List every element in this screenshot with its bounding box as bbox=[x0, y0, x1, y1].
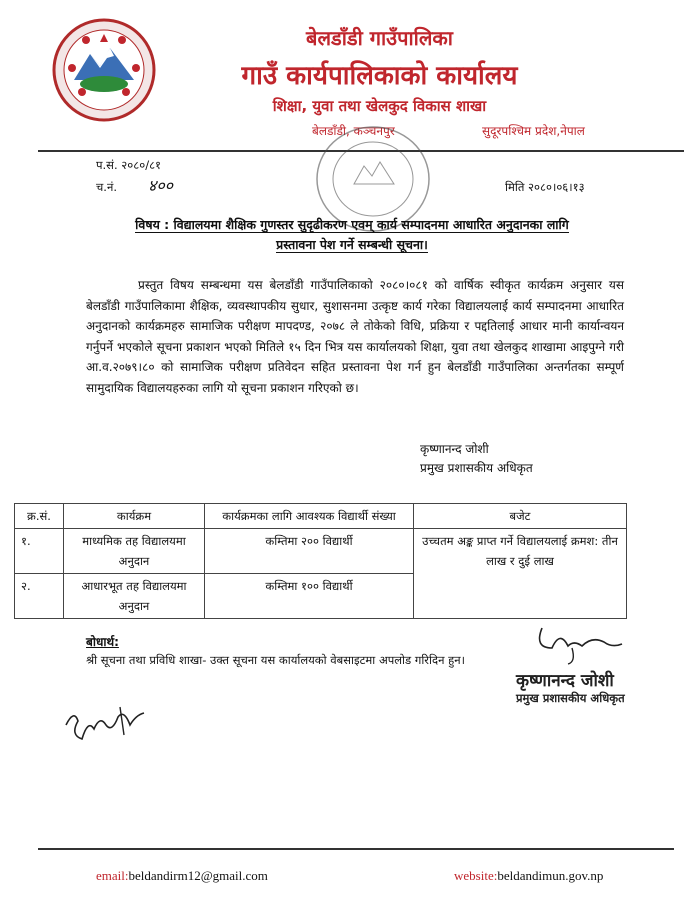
cell-program: आधारभूत तह विद्यालयमा अनुदान bbox=[64, 574, 205, 619]
website-value: beldandimun.gov.np bbox=[497, 868, 604, 883]
stamp-name: कृष्णानन्द जोशी bbox=[516, 671, 614, 691]
cell-students: कम्तिमा २०० विद्यार्थी bbox=[205, 529, 414, 574]
email-label: email: bbox=[96, 868, 129, 883]
subject-line-1: विषय : विद्यालयमा शैक्षिक गुणस्तर सुदृढीकरण एवम् कार्य सम्पादनमा आधारित अनुदानका लागि bbox=[135, 217, 569, 232]
branch-name: शिक्षा, युवा तथा खेलकुद विकास शाखा bbox=[272, 97, 487, 115]
cell-budget: उच्चतम अङ्क प्राप्त गर्ने विद्यालयलाई क्रमश: तीन लाख र दुई लाख bbox=[414, 529, 627, 619]
municipality-name: बेलडाँडी गाउँपालिका bbox=[306, 26, 453, 50]
program-table bbox=[14, 503, 627, 619]
cell-students: कम्तिमा १०० विद्यार्थी bbox=[205, 574, 414, 619]
cell-sn: १. bbox=[15, 529, 64, 574]
subject-line-2: प्रस्तावना पेश गर्ने सम्बन्धी सूचना। bbox=[276, 237, 428, 252]
signatory-block bbox=[420, 440, 533, 478]
handwritten-initial-icon bbox=[60, 695, 160, 755]
cc-text: श्री सूचना तथा प्रविधि शाखा- उक्त सूचना यस कार्यालयको वेबसाइटमा अपलोड गरिदिन हुन। bbox=[86, 653, 465, 667]
footer-website bbox=[454, 868, 603, 884]
date: मिति २०८०।०६।१३ bbox=[505, 180, 585, 194]
table-header-row bbox=[15, 504, 627, 529]
address-right: सुदूरपश्चिम प्रदेश,नेपाल bbox=[482, 124, 585, 138]
signature-icon bbox=[512, 618, 662, 668]
col-header-budget: बजेट bbox=[414, 504, 627, 529]
signature-stamp bbox=[512, 618, 662, 718]
cc-heading: बोधार्थ: bbox=[86, 635, 119, 649]
col-header-sn: क्र.सं. bbox=[15, 504, 64, 529]
email-value: beldandirm12@gmail.com bbox=[128, 868, 268, 883]
table-row bbox=[15, 529, 627, 574]
col-header-students: कार्यक्रमका लागि आवश्यक विद्यार्थी संख्या bbox=[205, 504, 414, 529]
stamp-title: प्रमुख प्रशासकीय अधिकृत bbox=[516, 691, 625, 705]
signatory-title: प्रमुख प्रशासकीय अधिकृत bbox=[420, 461, 533, 475]
footer-divider bbox=[38, 848, 674, 850]
dispatch-number-handwritten: ४०० bbox=[148, 176, 173, 195]
address-left: बेलडाँडी, कञ्चनपुर bbox=[312, 124, 395, 138]
office-name: गाउँ कार्यपालिकाको कार्यालय bbox=[241, 61, 518, 91]
dispatch-number-label: च.नं. bbox=[96, 180, 117, 194]
col-header-program: कार्यक्रम bbox=[64, 504, 205, 529]
signatory-name: कृष्णानन्द जोशी bbox=[420, 442, 489, 456]
website-label: website: bbox=[454, 868, 498, 883]
subject bbox=[92, 215, 612, 255]
notice-body: प्रस्तुत विषय सम्बन्धमा यस बेलडाँडी गाउँपालिकाको २०८०।०८१ को वार्षिक स्वीकृत कार्यक्रम अनुसार यस बेलडाँडी गाउँपालिकामा शैक्षिक, व्यवस्थापकीय सुधार, सुशासनमा उत्कृष्ट कार्य गरेका विद्यालयलाई कार्य सम्पादनमा आधारित अनुदानको कार्यक्रमहरु सामाजिक परीक्षण मापदण्ड, २०७८ ले तोकेको विधि, प्रक्रिया र पद्दतिलाई आधार मानी कार्यान्वयन गर्नुपर्ने भएकोले सूचना प्रकाशन भएको मितिले १५ दिन भित्र यस कार्यालयको शिक्षा, युवा तथा खेलकुद शाखामा आइपुग्ने गरी आ.व.२०७९।८० को सामाजिक परीक्षण प्रतिवेदन सहित प्रस्तावना पेश गर्न हुन बेलडाँडी गाउँपालिका अन्तर्गतका सम्पूर्ण सामुदायिक विद्यालयहरुका लागि यो सूचना प्रकाशन गरिएको छ। bbox=[86, 278, 624, 395]
cell-sn: २. bbox=[15, 574, 64, 619]
footer-email bbox=[96, 868, 268, 884]
letter-number: प.सं. २०८०/८१ bbox=[96, 158, 162, 172]
cell-program: माध्यमिक तह विद्यालयमा अनुदान bbox=[64, 529, 205, 574]
